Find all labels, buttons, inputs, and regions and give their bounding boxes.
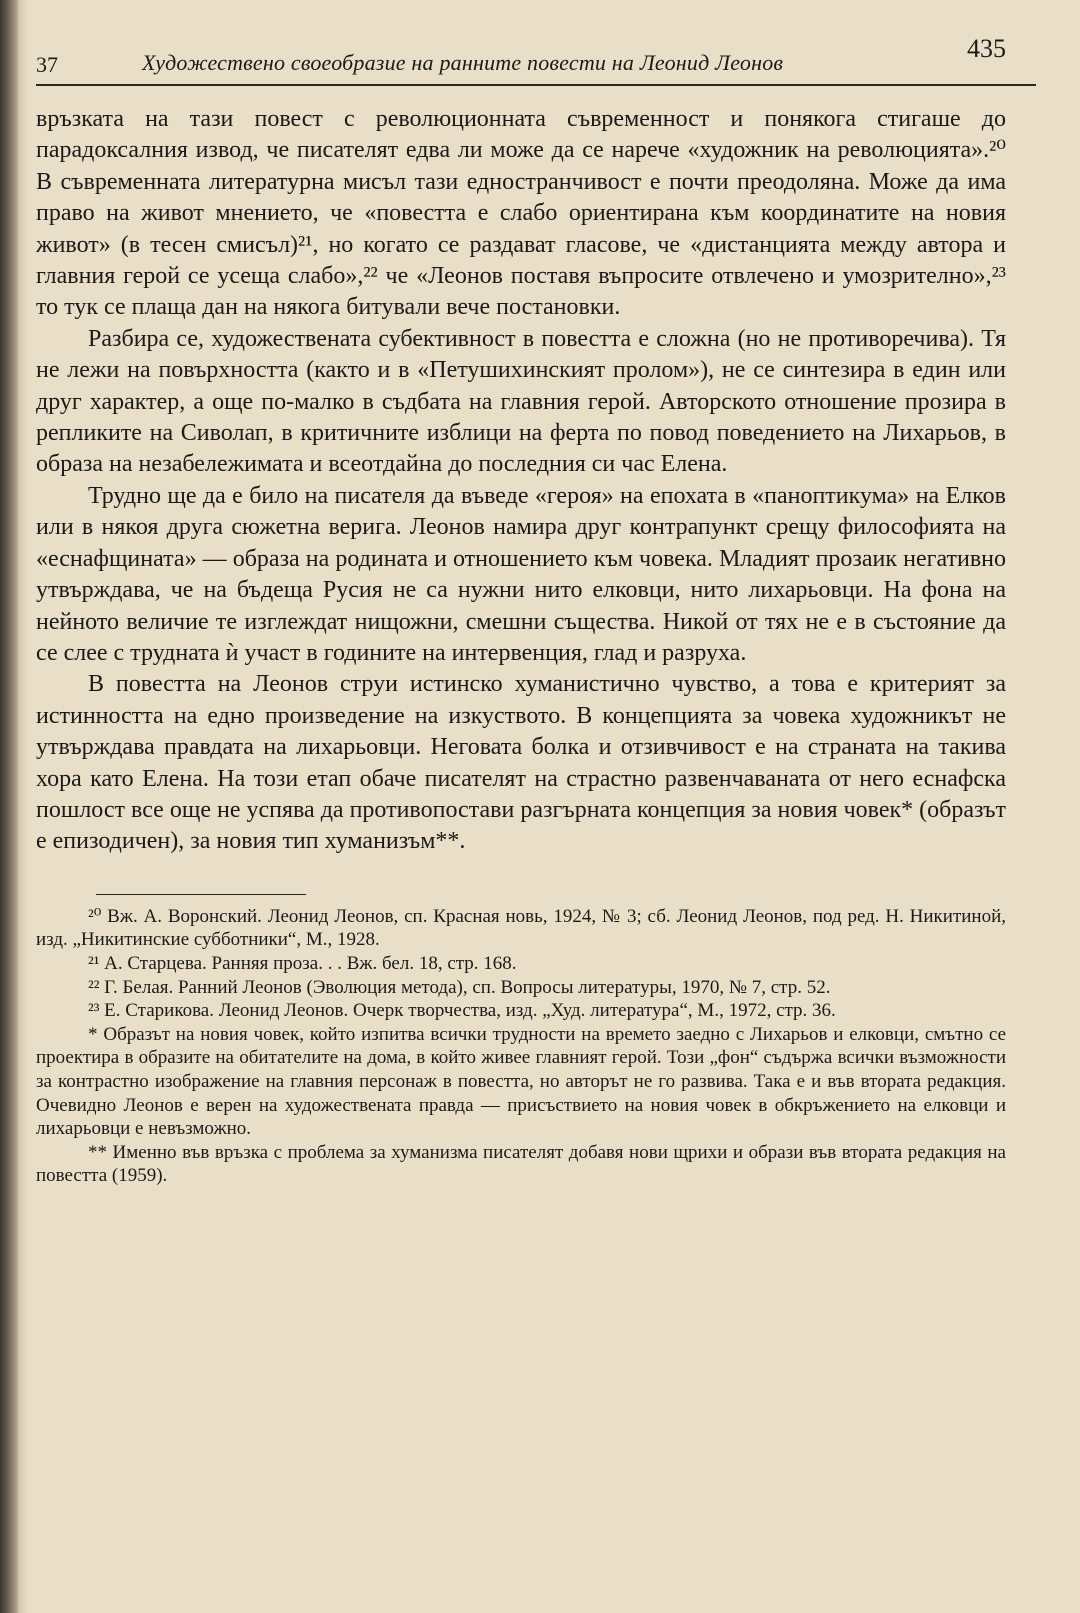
footnote xyxy=(36,1141,1006,1188)
footnote-text: А. Старцева. Ранняя проза. . . Вж. бел. 18, стр. 168. xyxy=(104,952,517,974)
signature-number: 37 xyxy=(36,52,58,77)
footnote-mark: ²⁰ xyxy=(88,905,102,927)
footnote-mark: ²² xyxy=(88,976,100,998)
paragraph: връзката на тази повест с революционната съвременност и понякога стигаше до парадоксалния извод, че писателят едва ли може да се нарече «художник на революцията».²⁰ В съвременната литературна мисъл тази едностранчивост е почти преодоляна. Може да има право на живот мнението, че «повестта е слабо ориентирана към координатите на новия живот» (в тесен смисъл)²¹, но когато се раздават гласове, че «дистанцията между автора и главния герой се усеща слабо»,²² че «Леонов поставя въпросите отвлечено и умозрително»,²³ то тук се плаща дан на някога битували вече постановки. xyxy=(36,106,1006,321)
footnote-mark: ²³ xyxy=(88,1000,100,1022)
paragraph: Трудно ще да е било на писателя да въведе «героя» на епохата в «паноптикума» на Елков или в някоя друга сюжетна верига. Леонов намира друг контрапункт срещу философията на «еснафщината» — образа на родината и отношението към човека. Младият прозаик негативно утвърждава, че на бъдеща Русия не са нужни нито елковци, нито лихарьовци. На фона на нейното величие те изглеждат нищожни, смешни същества. Никой от тях не е в състояние да се слее с трудната ѝ участ в годините на интервенция, глад и разруха. xyxy=(36,482,1006,666)
footnote xyxy=(36,1023,1006,1141)
footnote xyxy=(36,905,1006,952)
book-page xyxy=(36,30,1036,1188)
main-text xyxy=(36,104,1036,858)
footnote-text: Г. Белая. Ранний Леонов (Эволюция метода), сп. Вопросы литературы, 1970, № 7, стр. 52. xyxy=(104,976,831,998)
footnote xyxy=(36,976,1006,1000)
footnote-text: Именно във връзка с проблема за хуманизма писателят добавя нови щрихи и образи във втората редакция на повестта (1959). xyxy=(36,1141,1006,1187)
footnotes xyxy=(36,905,1036,1188)
footnote xyxy=(36,952,1006,976)
footnote-divider xyxy=(96,894,306,895)
paragraph: Разбира се, художествената субективност в повестта е сложна (но не противоречива). Тя не лежи на повърхността (както и в «Петушихинският пролом»), не се синтезира в един или друг характер, а още по-малко в съдбата на главния герой. Авторското отношение прозира в репликите на Сиволап, в критичните изблици на ферта по повод поведението на Лихарьов, в образа на незабележимата и всеотдайна до последния си час Елена. xyxy=(36,325,1006,478)
running-title: Художествено своеобразие на ранните повести на Леонид Леонов xyxy=(142,50,784,75)
footnote-text: Вж. А. Воронский. Леонид Леонов, сп. Красная новь, 1924, № 3; сб. Леонид Леонов, под ред. Н. Никитиной, изд. „Никитинские субботники“, М., 1928. xyxy=(36,905,1007,951)
footnote-mark: ** xyxy=(88,1141,107,1163)
footnote-mark: ²¹ xyxy=(88,952,100,974)
book-gutter xyxy=(18,0,28,1613)
paragraph: В повестта на Леонов струи истинско хуманистично чувство, а това е критерият за истинността на едно произведение на изкуството. В концепцията за човека художникът не утвърждава правдата на лихарьовци. Неговата болка и отзивчивост е на страната на такива хора като Елена. На този етап обаче писателят на страстно развенчаваната от него еснафска пошлост все още не успява да противопостави разгърната концепция за новия човек* (образът е епизодичен), за новия тип хуманизъм**. xyxy=(36,671,1006,855)
footnote-mark: * xyxy=(88,1023,98,1045)
book-spine-shadow xyxy=(0,0,18,1613)
page-number: 435 xyxy=(967,34,1006,63)
running-header xyxy=(36,30,1036,86)
footnote xyxy=(36,999,1006,1023)
footnote-text: Образът на новия човек, който изпитва всички трудности на времето заедно с Лихарьов и елковци, смътно се проектира в образите на обитателите на дома, в който живее главният герой. Този „фон“ съдържа всички възможности за контрастно изображение на главния персонаж в повестта, но авторът не го развива. Така е и във втората редакция. Очевидно Леонов е верен на художествената правда — присъствието на новия човек в обкръжението на елковци и лихарьовци е невъзможно. xyxy=(36,1023,1007,1140)
footnote-text: Е. Старикова. Леонид Леонов. Очерк творчества, изд. „Худ. литература“, М., 1972, стр. 36. xyxy=(104,1000,836,1022)
